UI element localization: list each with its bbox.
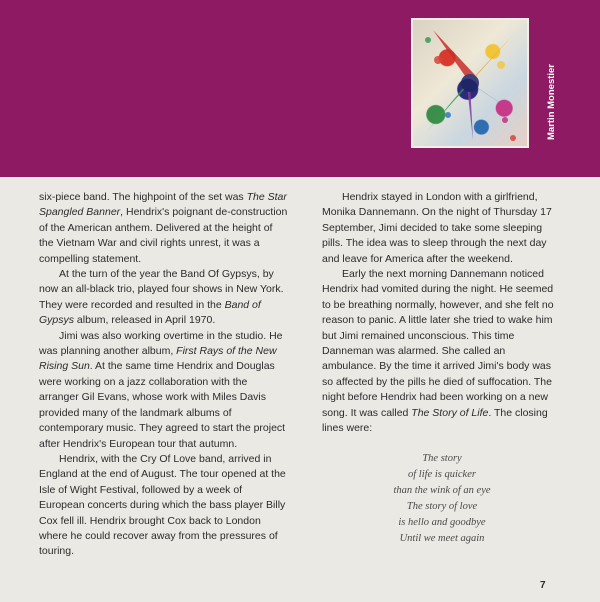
right-paragraph-2 xyxy=(322,267,562,436)
left-paragraph-4 xyxy=(39,452,289,560)
italic-title: The Star Spangled Banner xyxy=(39,191,287,219)
poem-line: than the wink of an eye xyxy=(393,484,491,496)
poem xyxy=(322,451,562,547)
left-text-column xyxy=(39,190,289,560)
poem-line: The story xyxy=(422,452,462,464)
text-run: . The closing lines were: xyxy=(322,406,548,435)
text-run: Hendrix stayed in London with a girlfriend, Monika Dannemann. On the night of Thursday 17 September, Jimi decided to take some sleeping pills. The idea was to sleep through the next day and leave for America after the weekend. xyxy=(322,191,552,265)
left-paragraph-1 xyxy=(39,190,289,267)
page-number: 7 xyxy=(540,580,546,591)
poem-line: The story of love xyxy=(406,500,478,512)
text-run: , Hendrix's poignant de-construction of the American anthem. Delivered at the height of the Vietnam War and civil rights unrest, it was a compelling statement. xyxy=(39,206,288,265)
poem-line: of life is quicker xyxy=(408,468,476,480)
left-paragraph-2 xyxy=(39,267,289,329)
right-text-column xyxy=(322,190,562,547)
album-artwork xyxy=(411,18,529,148)
text-run: Early the next morning Dannemann noticed Hendrix had vomited during the night. He seemed to be breathing normally, however, and she felt no reason to panic. A little later she tried to wake him but Jimi remained unconscious. This time Danneman was alarmed. She called an ambulance. By the time it arrived Jimi's body was so affected by the pills he died of suffocation. The night before Hendrix had been working on a new song. It was called xyxy=(322,268,554,419)
text-run: At the turn of the year the Band Of Gypsys, by now an all-black trio, played four shows in New York. They were recorded and resulted in the xyxy=(39,268,284,311)
italic-title: Band of Gypsys xyxy=(39,298,261,327)
italic-title: The Story of Life xyxy=(411,406,489,419)
italic-title: First Rays of the New Rising Sun xyxy=(39,345,277,373)
text-run: . At the same time Hendrix and Douglas were working on a jazz collaboration with the arranger Gil Evans, whose work with Miles Davis provided many of the landmark albums of contemporary music. They agreed to start the project after Hendrix's European tour that autumn. xyxy=(39,360,286,450)
photo-credit: Martin Monestier xyxy=(546,63,557,140)
left-paragraph-3 xyxy=(39,329,289,452)
text-run: album, released in April 1970. xyxy=(74,314,216,327)
poem-line: is hello and goodbye xyxy=(398,516,486,528)
text-run: Jimi was also working overtime in the studio. He was planning another album, xyxy=(39,329,283,358)
artwork-illustration xyxy=(413,20,527,146)
right-paragraph-1 xyxy=(322,190,562,267)
poem-line: Until we meet again xyxy=(399,532,485,544)
text-run: Hendrix, with the Cry Of Love band, arrived in England at the end of August. The tour opened at the Isle of Wight Festival, followed by a week of European concerts during which the bass player Billy Cox fell ill. Hendrix brought Cox back to London where he could recover away from the pressures of touring. xyxy=(39,452,286,558)
text-run: six-piece band. The highpoint of the set was xyxy=(39,191,247,203)
